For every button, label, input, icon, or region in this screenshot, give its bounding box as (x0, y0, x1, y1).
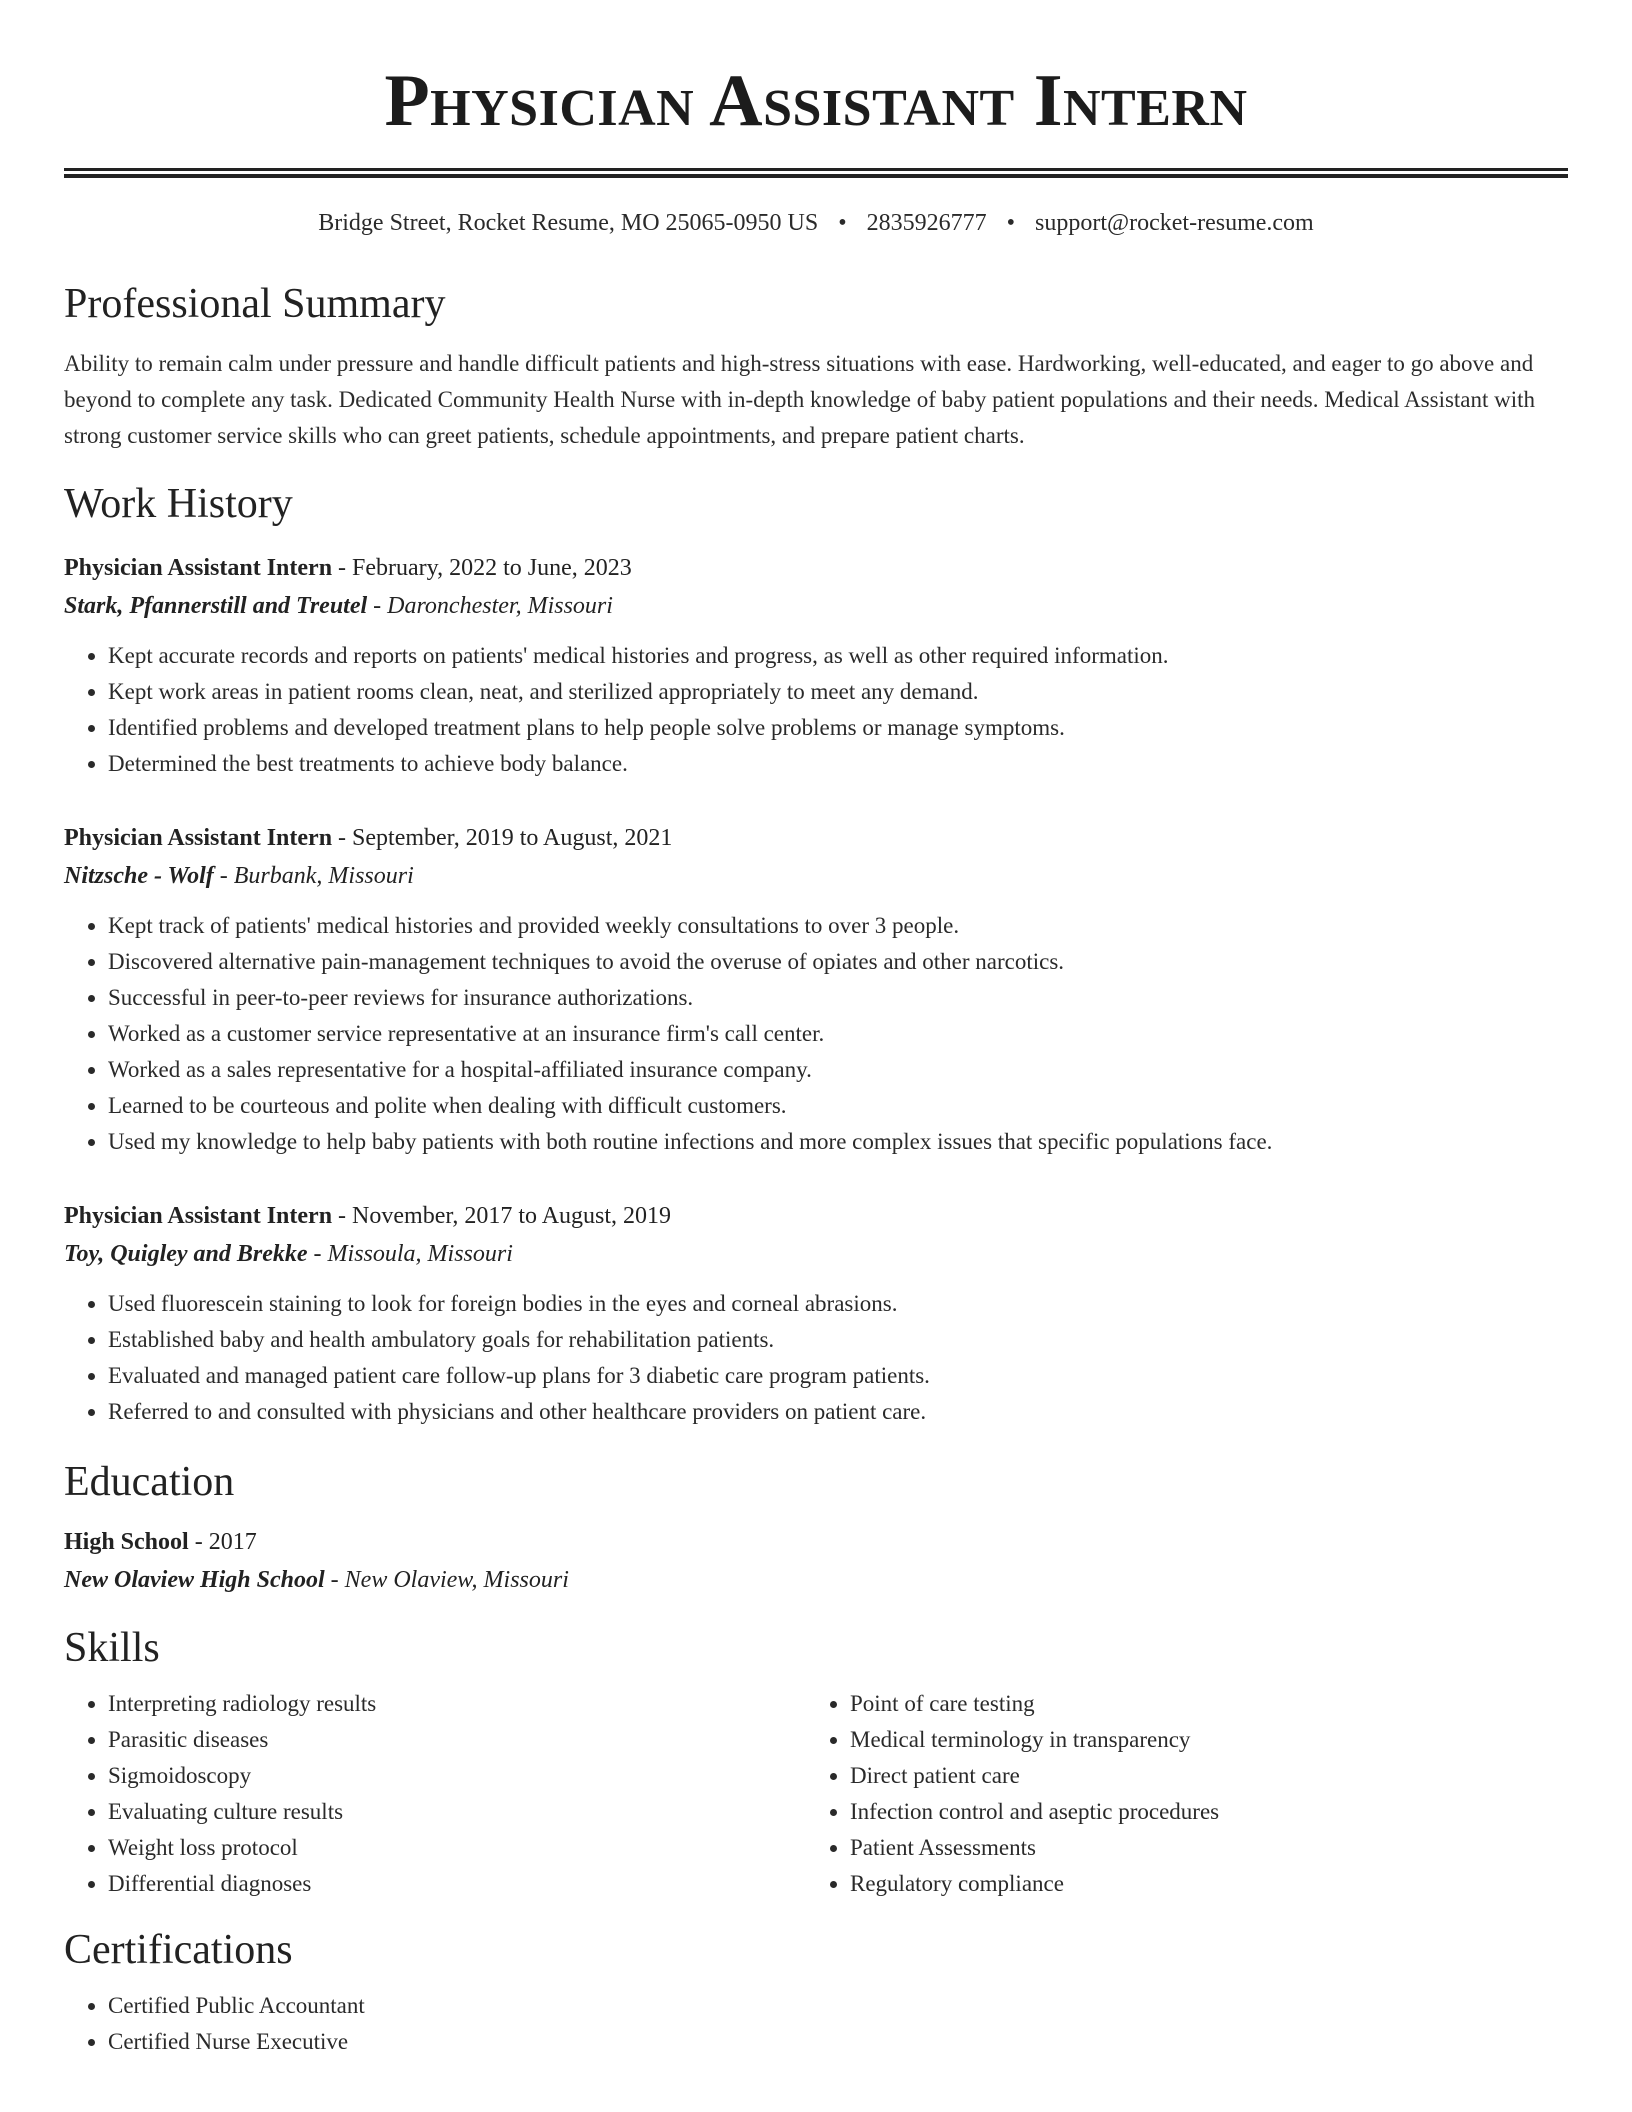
contact-separator: • (838, 210, 847, 236)
list-item: • Referred to and consulted with physicians and other healthcare providers on patient care. (108, 1394, 1568, 1430)
contact-address: Bridge Street, Rocket Resume, MO 25065-0950 US (318, 210, 819, 236)
education-degree: High School (64, 1529, 189, 1555)
list-item: • Certified Nurse Executive (108, 2024, 1568, 2060)
list-item: • Point of care testing (850, 1686, 1548, 1722)
contact-email: support@rocket-resume.com (1035, 210, 1314, 236)
resume-page (64, 0, 1568, 2060)
contact-separator: • (1006, 210, 1016, 236)
summary-heading: Professional Summary (64, 281, 446, 327)
list-item: • Kept work areas in patient rooms clean, neat, and sterilized appropriately to meet any demand. (108, 674, 1568, 710)
list-item: • Worked as a sales representative for a hospital-affiliated insurance company. (108, 1052, 1568, 1088)
header-divider (64, 168, 1568, 178)
list-item: • Differential diagnoses (108, 1866, 806, 1902)
skills-right-column (806, 1686, 1548, 1902)
education-degree-line (64, 1524, 1568, 1560)
list-item: • Kept accurate records and reports on patients' medical histories and progress, as well as other required information. (108, 638, 1568, 674)
skills-list (806, 1686, 1548, 1902)
list-item: • Parasitic diseases (108, 1722, 806, 1758)
job-location: - Burbank, Missouri (213, 863, 414, 889)
list-item: • Patient Assessments (850, 1830, 1548, 1866)
list-item: • Established baby and health ambulatory goals for rehabilitation patients. (108, 1322, 1568, 1358)
contact-line (64, 208, 1568, 238)
certifications-heading: Certifications (64, 1927, 293, 1973)
education-location: - New Olaview, Missouri (324, 1567, 569, 1593)
skills-columns (64, 1686, 1568, 1902)
job-location: - Missoula, Missouri (307, 1241, 513, 1267)
job-title-line (64, 1198, 1568, 1234)
job-company: Nitzsche - Wolf (64, 863, 214, 889)
education-school: New Olaview High School (64, 1567, 325, 1593)
job-company-line (64, 586, 1568, 626)
list-item: • Identified problems and developed treatment plans to help people solve problems or manage symptoms. (108, 710, 1568, 746)
list-item: • Weight loss protocol (108, 1830, 806, 1866)
list-item: • Learned to be courteous and polite when dealing with difficult customers. (108, 1088, 1568, 1124)
skills-heading: Skills (64, 1625, 160, 1671)
job-entry (64, 1198, 1568, 1430)
list-item: • Interpreting radiology results (108, 1686, 806, 1722)
job-bullets (64, 1286, 1568, 1430)
list-item: • Used fluorescein staining to look for foreign bodies in the eyes and corneal abrasions. (108, 1286, 1568, 1322)
job-role: Physician Assistant Intern (64, 825, 333, 851)
job-title-line (64, 820, 1568, 856)
job-role: Physician Assistant Intern (64, 1203, 333, 1229)
certifications-list (64, 1988, 1568, 2060)
job-dates: - November, 2017 to August, 2019 (332, 1203, 672, 1229)
education-year: - 2017 (188, 1529, 257, 1555)
job-entry (64, 820, 1568, 1160)
skills-list (64, 1686, 806, 1902)
certifications-section (64, 1988, 1568, 2060)
list-item: • Regulatory compliance (850, 1866, 1548, 1902)
job-dates: - February, 2022 to June, 2023 (332, 555, 632, 581)
job-dates: - September, 2019 to August, 2021 (332, 825, 673, 851)
list-item: • Infection control and aseptic procedures (850, 1794, 1548, 1830)
job-title-line (64, 550, 1568, 586)
contact-phone: 2835926777 (866, 210, 987, 236)
list-item: • Direct patient care (850, 1758, 1548, 1794)
skills-left-column (64, 1686, 806, 1902)
resume-name: Physician Assistant Intern (384, 60, 1248, 142)
job-company: Stark, Pfannerstill and Treutel (64, 593, 368, 619)
job-location: - Daronchester, Missouri (367, 593, 613, 619)
list-item: • Evaluated and managed patient care follow-up plans for 3 diabetic care program patients. (108, 1358, 1568, 1394)
job-bullets (64, 908, 1568, 1160)
job-company-line (64, 856, 1568, 896)
job-company-line (64, 1234, 1568, 1274)
summary-text: Ability to remain calm under pressure and handle difficult patients and high-stress situations with ease. Hardworking, well-educated, and eager to go above and beyond to complete any task. Dedicated Community Health Nurse with in-depth knowledge of baby patient populations and their needs. Medical Assistant with strong customer service skills who can greet patients, schedule appointments, and prepare patient charts. (64, 351, 1536, 448)
list-item: • Discovered alternative pain-management techniques to avoid the overuse of opiates and other narcotics. (108, 944, 1568, 980)
list-item: • Kept track of patients' medical histories and provided weekly consultations to over 3 people. (108, 908, 1568, 944)
list-item: • Successful in peer-to-peer reviews for insurance authorizations. (108, 980, 1568, 1016)
list-item: • Sigmoidoscopy (108, 1758, 806, 1794)
job-bullets (64, 638, 1568, 782)
education-school-line (64, 1560, 1568, 1600)
job-role: Physician Assistant Intern (64, 555, 333, 581)
education-entry (64, 1524, 1568, 1600)
education-heading: Education (64, 1459, 235, 1505)
list-item: • Certified Public Accountant (108, 1988, 1568, 2024)
job-entry (64, 550, 1568, 782)
work-history-heading: Work History (64, 481, 293, 527)
list-item: • Medical terminology in transparency (850, 1722, 1548, 1758)
list-item: • Determined the best treatments to achieve body balance. (108, 746, 1568, 782)
list-item: • Worked as a customer service representative at an insurance firm's call center. (108, 1016, 1568, 1052)
list-item: • Used my knowledge to help baby patients with both routine infections and more complex issues that specific populations face. (108, 1124, 1568, 1160)
job-company: Toy, Quigley and Brekke (64, 1241, 308, 1267)
list-item: • Evaluating culture results (108, 1794, 806, 1830)
